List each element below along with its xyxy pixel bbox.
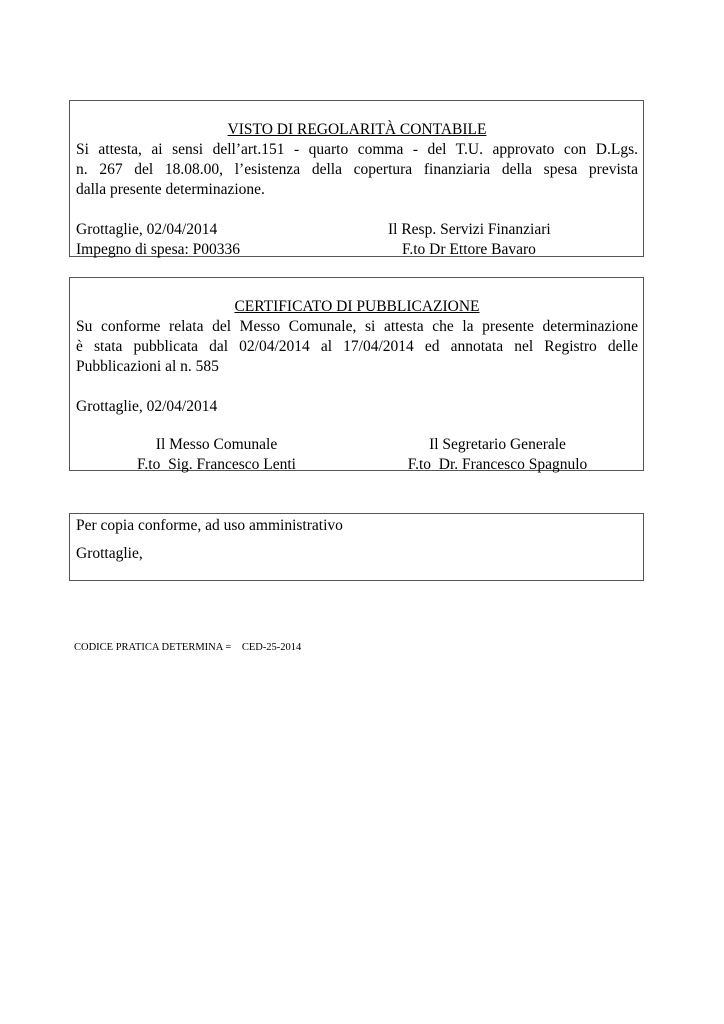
visto-text-line-3: dalla presente determinazione. — [76, 181, 265, 198]
visto-text-line-2: n. 267 del 18.08.00, l’esistenza della copertura finanziaria della spesa prevista — [76, 161, 638, 178]
visto-resp-title: Il Resp. Servizi Finanziari — [388, 221, 551, 238]
certificato-text-line-1: Su conforme relata del Messo Comunale, si attesta che la presente determinazione — [76, 318, 638, 335]
codice-pratica-label: CODICE PRATICA DETERMINA = — [74, 642, 232, 653]
messo-title: Il Messo Comunale — [155, 436, 278, 453]
segretario-title: Il Segretario Generale — [429, 436, 566, 453]
messo-signature: F.to Sig. Francesco Lenti — [137, 456, 296, 473]
certificato-text-line-2: è stata pubblicata dal 02/04/2014 al 17/04/2014 ed annotata nel Registro delle — [76, 338, 638, 355]
copia-conforme-box — [69, 513, 644, 581]
visto-title: VISTO DI REGOLARITÀ CONTABILE — [227, 121, 487, 138]
visto-text-line-1: Si attesta, ai sensi dell’art.151 - quarto comma - del T.U. approvato con D.Lgs. — [76, 141, 638, 158]
copia-place: Grottaglie, — [76, 545, 143, 562]
codice-pratica-value: CED-25-2014 — [241, 642, 302, 653]
visto-impegno: Impegno di spesa: P00336 — [76, 241, 241, 258]
visto-signature-row-2 — [76, 240, 638, 260]
certificato-text-line-3: Pubblicazioni al n. 585 — [76, 358, 219, 375]
codice-pratica-footer — [74, 641, 301, 655]
visto-place-date: Grottaglie, 02/04/2014 — [76, 221, 218, 238]
copia-text: Per copia conforme, ad uso amministrativo — [76, 517, 343, 534]
certificato-title: CERTIFICATO DI PUBBLICAZIONE — [234, 298, 480, 315]
certificato-signature-titles — [76, 435, 638, 455]
certificato-pubblicazione-box — [69, 277, 644, 471]
visto-regolarita-box — [69, 100, 644, 257]
visto-signature-row-1 — [76, 220, 638, 240]
visto-resp-signature: F.to Dr Ettore Bavaro — [402, 241, 536, 258]
certificato-place-date: Grottaglie, 02/04/2014 — [76, 398, 218, 415]
segretario-signature: F.to Dr. Francesco Spagnulo — [407, 456, 588, 473]
certificato-signature-names — [76, 455, 638, 475]
